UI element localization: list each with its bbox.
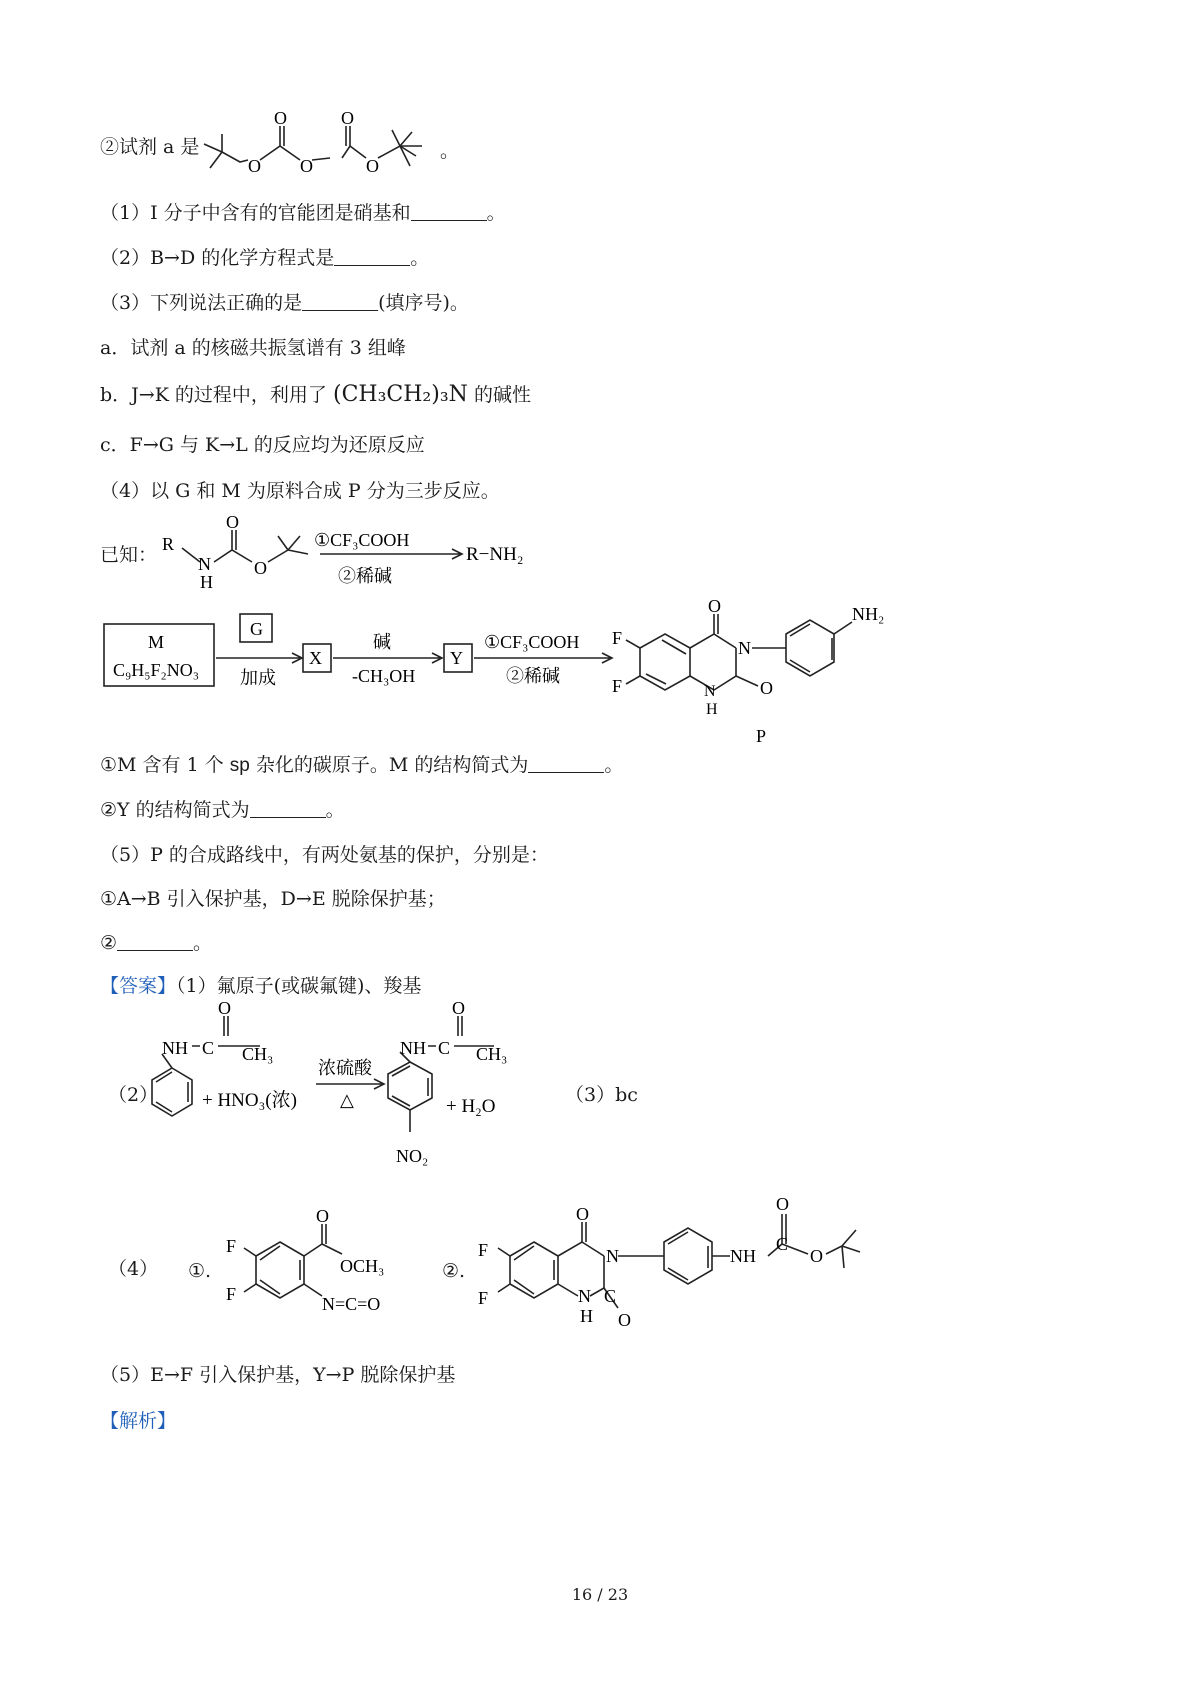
oxygen-label: O — [218, 998, 231, 1018]
amine-label: NH — [730, 1246, 756, 1266]
analysis-heading: 【解析】 — [100, 1410, 177, 1432]
methoxy-label: OCH₃ — [340, 1256, 385, 1276]
nitro-label: NO₂ — [396, 1146, 429, 1166]
known-label: 已知： — [100, 544, 158, 566]
answer-blank[interactable] — [411, 202, 487, 221]
isocyanate-label: N=C=O — [322, 1294, 381, 1314]
answer-5: （5）E→F 引入保护基，Y→P 脱除保护基 — [100, 1364, 456, 1386]
compound-p-label: P — [756, 726, 767, 746]
answer-blank[interactable] — [117, 932, 193, 951]
option-a: a．试剂 a 的核磁共振氢谱有 3 组峰 — [100, 337, 406, 359]
answer-blank[interactable] — [528, 754, 604, 773]
compound-m-formula: C₉H₅F₂NO₃ — [112, 660, 200, 680]
hydrogen-label: H — [200, 572, 213, 592]
condition-label: ①CF₃COOH — [314, 530, 410, 550]
known-reaction — [160, 512, 580, 596]
option-c: c．F→G 与 K→L 的反应均为还原反应 — [100, 434, 425, 456]
r-group-label: R — [162, 534, 175, 554]
oxygen-label: O — [760, 678, 773, 698]
question-4: （4）以 G 和 M 为原料合成 P 分为三步反应。 — [100, 480, 500, 502]
question-3: （3）下列说法正确的是 (填序号)。 — [100, 292, 469, 314]
product-label: R−NH₂ — [466, 544, 524, 565]
methyl-label: CH₃ — [242, 1044, 274, 1064]
methyl-label: CH₃ — [476, 1044, 508, 1064]
fluorine-label: F — [226, 1284, 237, 1304]
answer-blank[interactable] — [302, 292, 378, 311]
step1-label: 加成 — [240, 668, 276, 688]
question-1: （1）I 分子中含有的官能团是硝基和 。 — [100, 202, 506, 224]
base-label: 碱 — [373, 632, 391, 652]
answer-blank[interactable] — [334, 247, 410, 266]
answer-4-part2: ②. — [442, 1260, 466, 1282]
condition-label: ②稀碱 — [506, 666, 560, 686]
page-number: 16 / 23 — [571, 1585, 629, 1604]
oxygen-label: O — [274, 108, 287, 128]
answer-4-structure-m — [222, 1206, 422, 1320]
answer-1: 【答案】（1）氟原子(或碳氟键)、羧基 — [100, 975, 422, 997]
reagent-label: + HNO₃(浓) — [202, 1090, 297, 1111]
hydrogen-label: H — [706, 701, 718, 718]
condition-label: ①CF₃COOH — [484, 632, 580, 652]
fluorine-label: F — [612, 628, 623, 648]
oxygen-label: O — [254, 558, 267, 578]
oxygen-label: O — [341, 108, 354, 128]
condition-label: △ — [340, 1090, 354, 1110]
oxygen-label: O — [366, 156, 379, 176]
question-5-2: ② 。 — [100, 932, 213, 954]
hydrogen-label: H — [580, 1306, 593, 1326]
oxygen-label: O — [618, 1310, 631, 1330]
condition-label: 浓硫酸 — [318, 1058, 372, 1078]
compound-y-label: Y — [450, 648, 463, 668]
amine-label: NH — [162, 1038, 188, 1058]
answer-3: （3）bc — [565, 1084, 638, 1106]
fluorine-label: F — [478, 1288, 489, 1308]
compound-g-label: G — [250, 619, 263, 639]
elimination-label: -CH₃OH — [352, 666, 416, 686]
reagent-a-structure — [196, 108, 456, 182]
oxygen-label: O — [316, 1206, 329, 1226]
reagent-a-prefix: ②试剂 a 是 — [100, 136, 200, 158]
question-5: （5）P 的合成路线中，有两处氨基的保护，分别是： — [100, 844, 549, 866]
question-5-1: ①A→B 引入保护基，D→E 脱除保护基； — [100, 888, 446, 910]
reagent-a-suffix: 。 — [440, 140, 460, 162]
amine-label: NH — [400, 1038, 426, 1058]
carbon-label: C — [202, 1038, 215, 1058]
amino-label: NH₂ — [852, 604, 885, 624]
answer-blank[interactable] — [250, 799, 326, 818]
carbon-label: C — [604, 1286, 617, 1306]
option-b: b．J→K 的过程中，利用了 (CH₃CH₂)₃N 的碱性 — [100, 382, 531, 407]
nitrogen-label: N — [704, 683, 716, 700]
condition-label: ②稀碱 — [338, 566, 392, 586]
oxygen-label: O — [452, 998, 465, 1018]
compound-m-label: M — [147, 632, 165, 652]
answer-2-label: （2） — [108, 1084, 159, 1106]
oxygen-label: O — [810, 1246, 823, 1266]
fluorine-label: F — [612, 676, 623, 696]
oxygen-label: O — [248, 156, 261, 176]
water-label: + H₂O — [446, 1096, 496, 1117]
oxygen-label: O — [708, 596, 721, 616]
question-2: （2）B→D 的化学方程式是 。 — [100, 247, 430, 269]
question-4-2: ②Y 的结构简式为 。 — [100, 799, 345, 821]
fluorine-label: F — [478, 1240, 489, 1260]
carbon-label: C — [776, 1234, 789, 1254]
answer-4-label: （4） — [108, 1258, 159, 1280]
nitrogen-label: N — [198, 554, 211, 574]
nitrogen-label: N — [738, 638, 751, 658]
oxygen-label: O — [226, 512, 239, 532]
carbon-label: C — [438, 1038, 451, 1058]
oxygen-label: O — [576, 1204, 589, 1224]
question-4-1: ①M 含有 1 个 sp 杂化的碳原子。M 的结构简式为 。 — [100, 754, 624, 776]
fluorine-label: F — [226, 1236, 237, 1256]
answer-4-structure-y — [478, 1190, 898, 1340]
oxygen-label: O — [776, 1194, 789, 1214]
nitrogen-label: N — [606, 1246, 619, 1266]
oxygen-label: O — [300, 156, 313, 176]
nitrogen-label: N — [578, 1286, 591, 1306]
answer-4-part1: ①. — [188, 1260, 212, 1282]
synthesis-route — [100, 596, 900, 750]
compound-x-label: X — [309, 648, 322, 668]
